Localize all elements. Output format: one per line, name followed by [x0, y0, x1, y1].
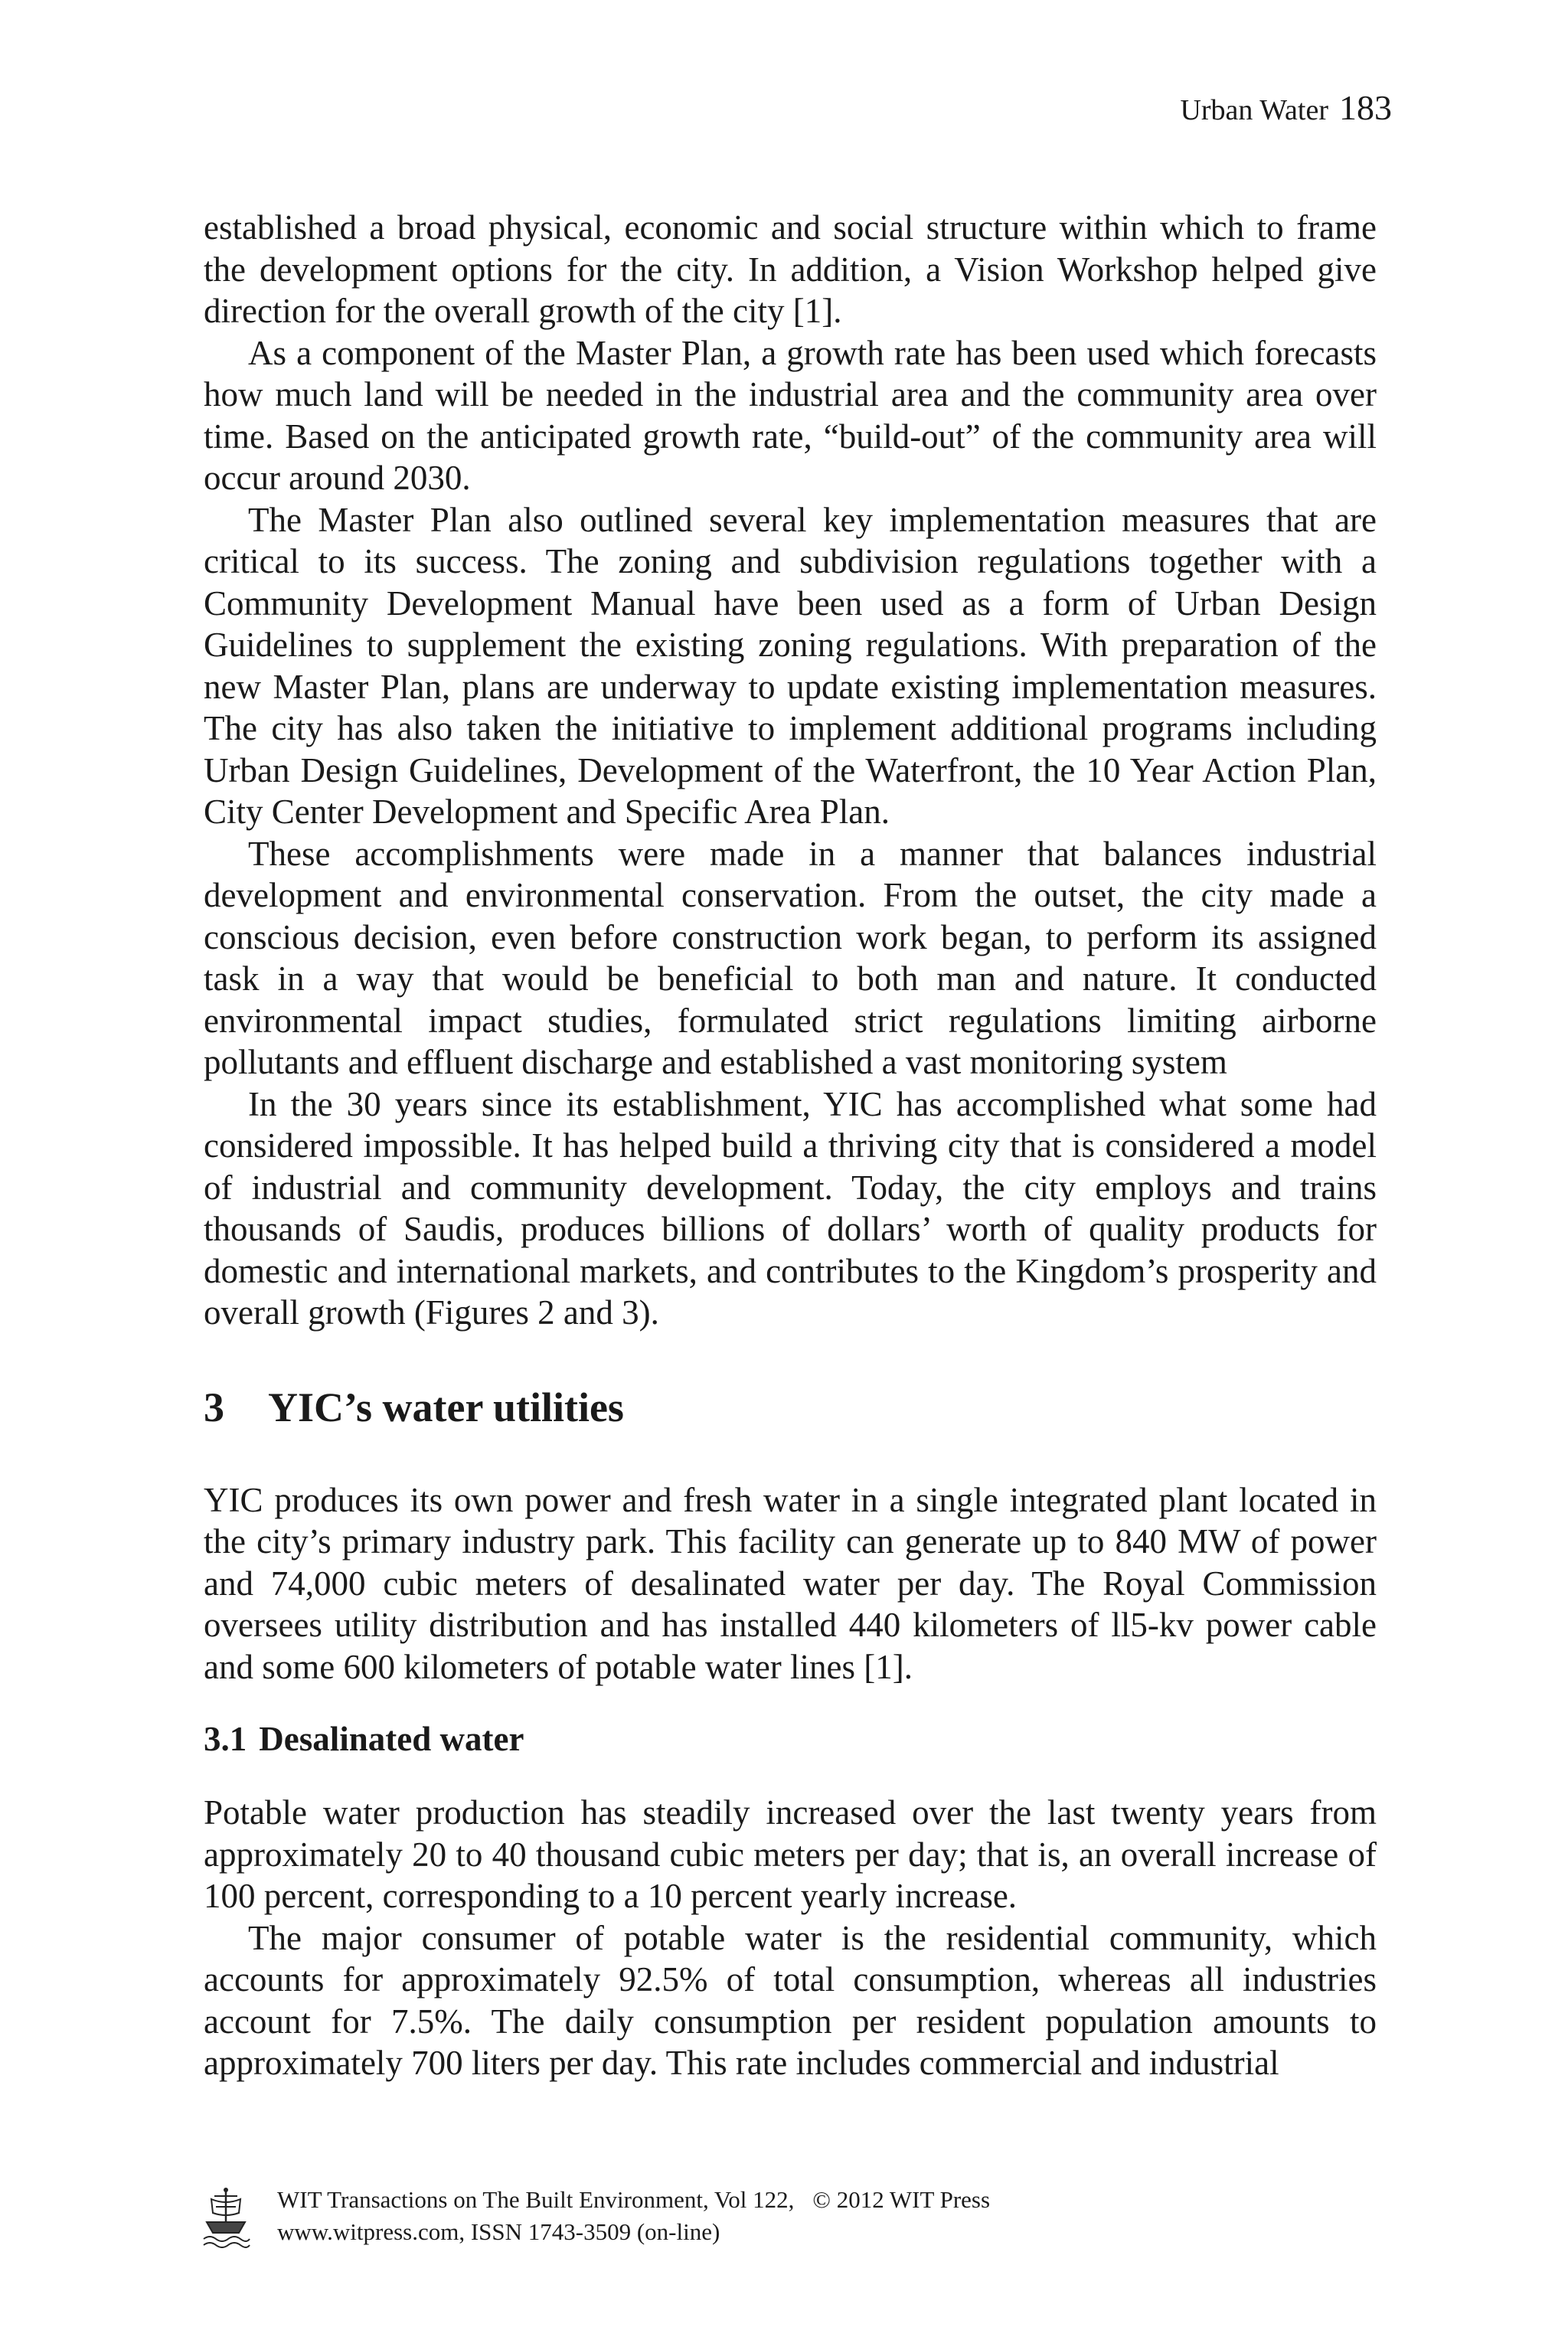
page-footer — [201, 2184, 1119, 2253]
subsection-number: 3.1 — [204, 1720, 247, 1758]
body-paragraph: The Master Plan also outlined several key implementation measures that are critical to its success. The zoning and subdivision regulations together with a Community Development Manual have been used as a form of Urban Design Guidelines to supplement the existing zoning regulations. With preparation of the new Master Plan, plans are underway to update existing implementation measures. The city has also taken the initiative to implement additional programs including Urban Design Guidelines, Development of the Waterfront, the 10 Year Action Plan, City Center Development and Specific Area Plan. — [204, 500, 1377, 831]
wit-press-ship-logo-icon — [201, 2187, 251, 2248]
subsection-paragraph: Potable water production has steadily increased over the last twenty years from approximately 20 to 40 thousand cubic meters per day; that is, an overall increase of 100 percent, corresponding to a 10 percent yearly increase. — [204, 1793, 1377, 1915]
section-paragraph: YIC produces its own power and fresh water in a single integrated plant located in the city’s primary industry park. This facility can generate up to 840 MW of power and 74,000 cubic meters of desalinated water per day. The Royal Commission oversees utility distribution and has installed 440 kilometers of ll5-kv power cable and some 600 kilometers of potable water lines [1]. — [204, 1480, 1377, 1686]
subsection-paragraph: The major consumer of potable water is the residential community, which accounts for approximately 92.5% of total consumption, whereas all industries account for 7.5%. The daily consumption per resident population amounts to approximately 700 liters per day. This rate includes commercial and industrial — [204, 1918, 1377, 2082]
footer-journal-line — [277, 2184, 990, 2216]
subsection-heading — [204, 1718, 1377, 1760]
copyright-notice: © 2012 WIT Press — [812, 2186, 991, 2213]
subsection-title: Desalinated water — [259, 1720, 524, 1758]
section-number: 3 — [204, 1384, 224, 1430]
running-head — [1180, 90, 1392, 126]
footer-text — [277, 2184, 990, 2248]
body-paragraph: In the 30 years since its establishment, YIC has accomplished what some had considered impossible. It has helped build a thriving city that is considered a model of industrial and community development. Today, the city employs and trains thousands of Saudis, produces billions of dollars’ worth of quality products for domestic and international markets, and contributes to the Kingdom’s prosperity and overall growth (Figures 2 and 3). — [204, 1084, 1377, 1332]
journal-citation: WIT Transactions on The Built Environment, Vol 122, — [277, 2186, 795, 2213]
body-paragraph: These accomplishments were made in a manner that balances industrial development and environmental conservation. From the outset, the city made a conscious decision, even before construction work began, to perform its assigned task in a way that would be beneficial to both man and nature. It conducted environmental impact studies, formulated strict regulations limiting airborne pollutants and effluent discharge and established a vast monitoring system — [204, 834, 1377, 1081]
page-number: 183 — [1339, 88, 1392, 127]
article-body — [204, 207, 1377, 2084]
body-paragraph-continued: established a broad physical, economic and social structure within which to frame the development options for the city. In addition, a Vision Workshop helped give direction for the overall growth of the city [1]. — [204, 208, 1377, 330]
body-paragraph: As a component of the Master Plan, a growth rate has been used which forecasts how much land will be needed in the industrial area and the community area over time. Based on the anticipated growth rate, “build-out” of the community area will occur around 2030. — [204, 333, 1377, 497]
section-heading — [204, 1383, 1377, 1432]
footer-web-line: www.witpress.com, ISSN 1743-3509 (on-line) — [277, 2218, 720, 2245]
section-title: YIC’s water utilities — [268, 1384, 624, 1430]
running-title: Urban Water — [1180, 94, 1328, 126]
